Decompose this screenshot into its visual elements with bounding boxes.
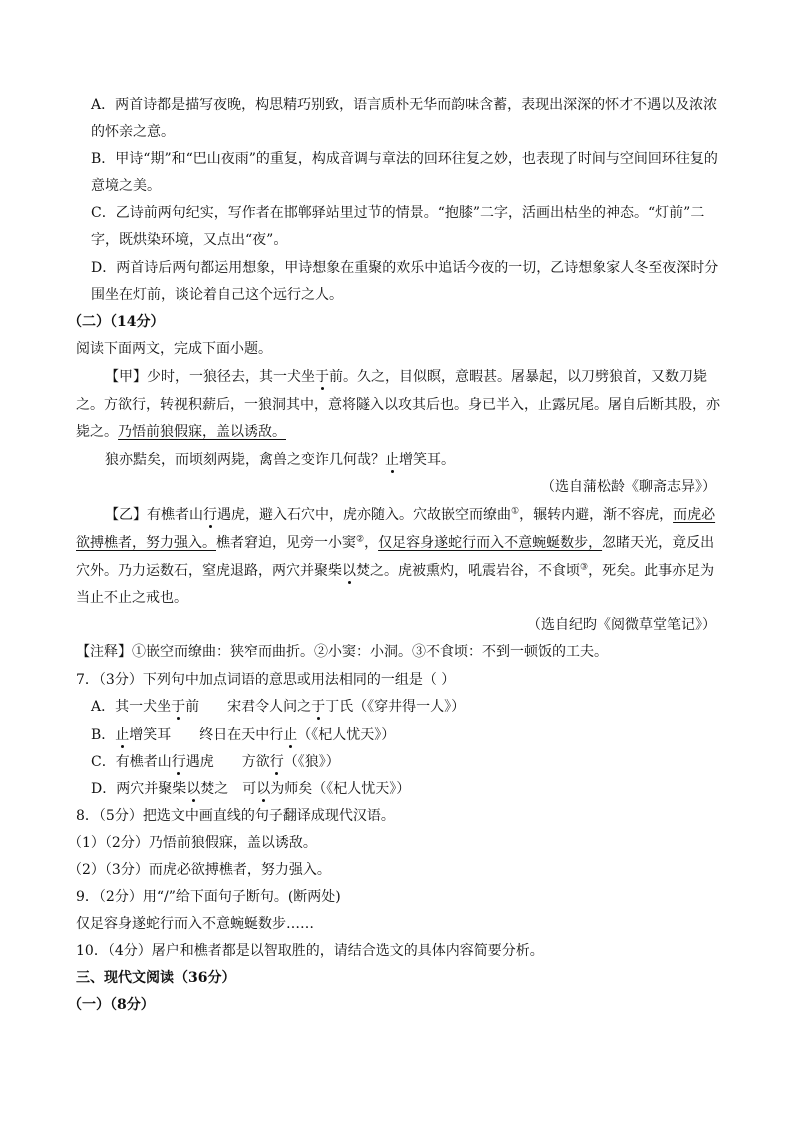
q7-stem: 7．（3分）下列句中加点词语的意思或用法相同的一组是（ ） — [76, 672, 456, 688]
q8-stem: 8．（5分）把选文中画直线的句子翻译成现代汉语。 — [76, 808, 395, 824]
q8-subquestion-2: （2）（3分）而虎必欲搏樵者，努力强入。 — [68, 862, 331, 878]
yi-line-1: 【乙】有樵者山行遇虎，避入石穴中，虎亦随入。穴故嵌空而缭曲①，辗转内避，渐不容虎，而虎必 — [105, 506, 716, 523]
annotation-note: 【注释】①嵌空而缭曲：狭窄而曲折。②小窦：小洞。③不食顷：不到一顿饭的工夫。 — [76, 644, 608, 660]
option-c-line-2: 字，既烘染环境，又点出“夜”。 — [91, 232, 288, 248]
yi-line-2: 欲搏樵者，努力强入。樵者窘迫，见旁一小窦②，仅足容身遂蛇行而入不意蜿蜒数步，忽睹天光，竟反出 — [76, 534, 715, 551]
option-a-line-2: 的怀亲之意。 — [91, 124, 175, 140]
q10-stem: 10．（4分）屠户和樵者都是以智取胜的，请结合选文的具体内容简要分析。 — [76, 943, 544, 959]
q8-subquestion-1: （1）（2分）乃悟前狼假寐，盖以诱敌。 — [68, 835, 317, 851]
emphasis-dot-word: 止 — [385, 452, 399, 468]
jia-line-3: 毙之。乃悟前狼假寐，盖以诱敌。 — [76, 424, 286, 440]
underlined-sentence-2-part-2: 欲搏樵者，努力强入。 — [76, 535, 216, 551]
jia-source: （选自蒲松龄《聊斋志异》） — [541, 479, 716, 495]
q7-option-b: B．止增笑耳 终日在天中行止（《杞人忧天》） — [91, 727, 396, 743]
emphasis-dot-word: 行 — [203, 507, 217, 523]
section-2-instruction: 阅读下面两文，完成下面小题。 — [76, 341, 272, 357]
yi-line-4: 当止不止之戒也。 — [76, 590, 188, 606]
q9-stem: 9．（2分）用“/”给下面句子断句。(断两处) — [76, 889, 341, 905]
option-d-line-2: 围坐在灯前，谈论着自己这个远行之人。 — [91, 287, 343, 303]
section-3-sub-heading: （一）（8分） — [68, 997, 155, 1013]
yi-source: （选自纪昀《阅微草堂笔记》） — [527, 617, 716, 633]
underlined-sentence-2-part-1: 而虎必 — [673, 507, 716, 523]
option-b-line-2: 意境之美。 — [91, 178, 161, 194]
yi-line-3: 穴外。乃力运数石，窒虎退路，两穴并聚柴以焚之。虎被熏灼，吼震岩谷，不食顷③，死矣。此事亦足为 — [76, 562, 715, 579]
jia-line-2: 之。方欲行，转视积薪后，一狼洞其中，意将隧入以攻其后也。身已半入，止露尻尾。屠自后断其股，亦 — [76, 397, 720, 413]
footnote-marker: ① — [511, 506, 520, 517]
option-c-line-1: C．乙诗前两句纪实，写作者在邯郸驿站里过节的情景。“抱膝”二字，活画出枯坐的神态。“灯前”二 — [91, 205, 705, 221]
q7-option-c: C．有樵者山行遇虎 方欲行（《狼》） — [91, 754, 340, 770]
section-3-heading: 三、现代文阅读（36分） — [76, 970, 236, 986]
footnote-marker: ③ — [580, 562, 589, 573]
section-2-heading: （二）（14分） — [68, 314, 165, 330]
q7-option-d: D．两穴并聚柴以焚之 可以为师矣（《杞人忧天》） — [91, 781, 411, 797]
jia-line-1: 【甲】少时，一狼径去，其一犬坐于前。久之，目似瞑，意暇甚。屠暴起，以刀劈狼首，又数刀毙 — [105, 369, 707, 385]
jia-line-4: 狼亦黠矣，而顷刻两毙，禽兽之变诈几何哉？止增笑耳。 — [105, 452, 455, 468]
footnote-marker: ② — [356, 534, 365, 545]
emphasis-dot-word: 于 — [315, 369, 329, 385]
underlined-sentence-1: 乃悟前狼假寐，盖以诱敌。 — [118, 424, 286, 440]
underlined-sentence-3: 仅足容身遂蛇行而入不意蜿蜒数步， — [378, 535, 603, 551]
q9-text: 仅足容身遂蛇行而入不意蜿蜒数步…… — [76, 916, 314, 932]
q7-option-a: A．其一犬坐于前 宋君令人问之于丁氏（《穿井得一人》） — [91, 699, 466, 715]
emphasis-dot-word: 以 — [342, 563, 356, 579]
option-a-line-1: A．两首诗都是描写夜晚，构思精巧别致，语言质朴无华而韵味含蓄，表现出深深的怀才不遇以及浓浓 — [91, 97, 718, 113]
option-d-line-1: D．两首诗后两句都运用想象，甲诗想象在重聚的欢乐中追话今夜的一切，乙诗想象家人冬至夜深时分 — [91, 260, 719, 276]
option-b-line-1: B．甲诗“期”和“巴山夜雨”的重复，构成音调与章法的回环往复之妙，也表现了时间与空间回环往复的 — [91, 151, 718, 167]
